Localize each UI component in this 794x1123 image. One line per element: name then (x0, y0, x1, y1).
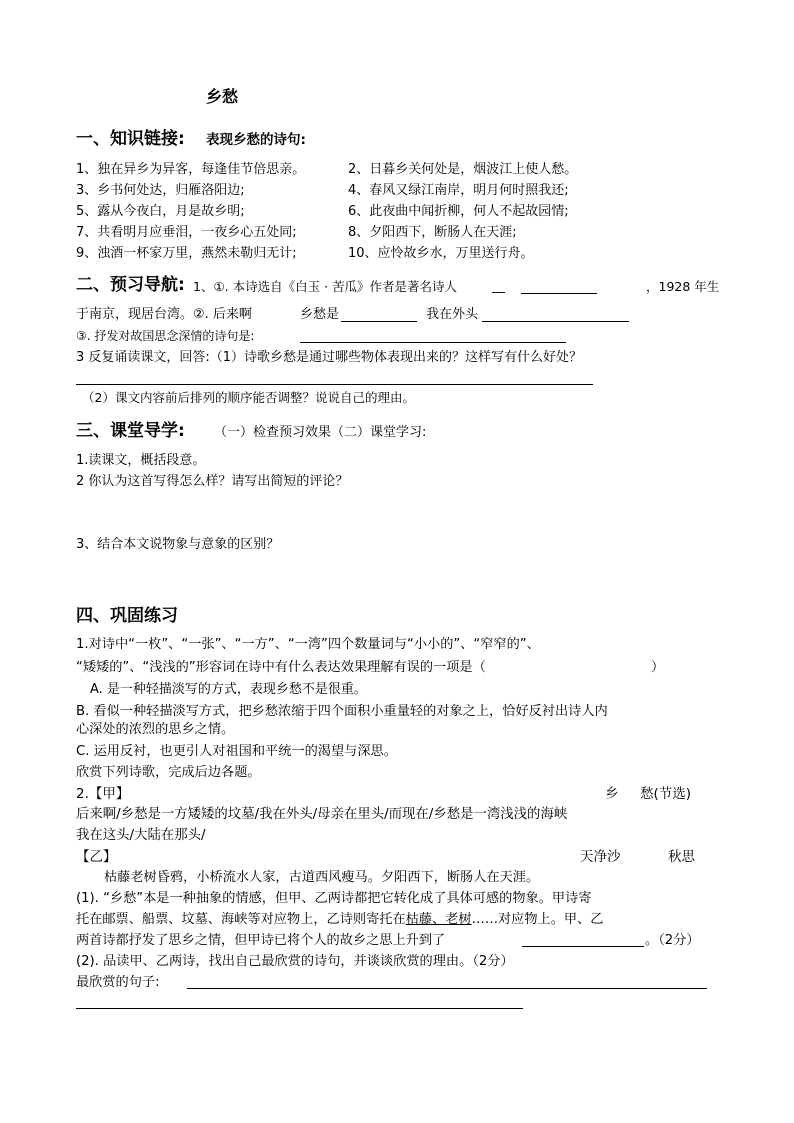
section3-sub: （一）检查预习效果（二）课堂学习: (214, 425, 427, 440)
poem-jia-line1: 后来啊/乡愁是一方矮矮的坟墓/我在外头/母亲在里头/而现在/乡愁是一湾浅浅的海峡 (76, 807, 568, 822)
poem-line: 1、独在异乡为异客，每逢佳节倍思亲。 (76, 162, 306, 177)
poem-line: 8、夕阳西下，断肠人在天涯; (348, 225, 517, 240)
q1-part2b: 乡愁是 (300, 307, 340, 322)
page-title: 乡愁 (206, 87, 239, 106)
subq1-line1: (1). “乡愁”本是一种抽象的情感，但甲、乙两诗都把它转化成了具体可感的物象。甲诗寄 (76, 891, 592, 906)
q1-part3: ③. 抒发对故国思念深情的诗句是: (76, 329, 255, 343)
subq1-line3b: 。（2分） (645, 933, 700, 948)
poem-line: 9、浊酒一杯家万里，燕然未勒归无计; (76, 246, 297, 261)
exercise1-line2: “矮矮的”、“浅浅的”形容词在诗中有什么表达效果理解有误的一项是（ (76, 660, 486, 675)
option-a: A. 是一种轻描淡写的方式，表现乡愁不是很重。 (90, 682, 367, 697)
section4-heading: 四、巩固练习 (76, 606, 178, 626)
answer-line-1[interactable] (187, 988, 707, 989)
option-b-line2: 心深处的浓烈的思乡之情。 (76, 722, 235, 737)
subq1-line3a: 两首诗都抒发了思乡之情，但甲诗已将个人的故乡之思上升到了 (76, 933, 446, 948)
q1-part2: 于南京，现居台湾。②. 后来啊 (76, 307, 252, 322)
option-b-line1: B. 看似一种轻描淡写方式，把乡愁浓缩于四个面积小重量轻的对象之上，恰好反衬出诗人内 (76, 704, 608, 719)
section2-heading: 二、预习导航: (76, 275, 185, 295)
author-blank[interactable] (521, 293, 597, 294)
classroom-item: 3、结合本文说物象与意象的区别？ (76, 537, 280, 552)
poem-line: 5、露从今夜白，月是故乡明; (76, 204, 245, 219)
poem-line: 4、春风又绿江南岸，明月何时照我还; (348, 183, 569, 198)
answer-line-q3[interactable] (76, 384, 593, 385)
poem-jia-title-b: 愁(节选) (640, 786, 692, 802)
section1-subheading: 表现乡愁的诗句: (206, 132, 306, 148)
poem-yi-label: 【乙】 (76, 849, 117, 865)
classroom-item: 2 你认为这首写得怎么样？请写出简短的评论？ (76, 474, 349, 489)
blank-3[interactable] (300, 342, 566, 343)
poem-yi-title-b: 秋思 (668, 849, 695, 865)
q3-text: 3 反复诵读课文，回答:（1）诗歌乡愁是通过哪些物体表现出来的？这样写有什么好处？ (76, 350, 583, 365)
blank-2[interactable] (482, 321, 629, 322)
poem-jia-line2: 我在这头/大陆在那头/ (76, 828, 206, 843)
q1-year: ，1928 年生 (646, 279, 720, 294)
poem-jia-title-a: 乡 (605, 786, 619, 802)
classroom-item: 1.读课文，概括段意。 (76, 453, 206, 468)
poem-line: 10、应怜故乡水，万里送行舟。 (348, 246, 534, 261)
subq2-answer-label: 最欣赏的句子: (76, 975, 160, 990)
poem-line: 7、共看明月应垂泪，一夜乡心五处同; (76, 225, 297, 240)
blank-1[interactable] (341, 321, 417, 322)
poem-yi-line: 枯藤老树昏鸦，小桥流水人家，古道西风瘦马。夕阳西下，断肠人在天涯。 (104, 870, 540, 885)
q1-part1: 1、①. 本诗选自《白玉 · 苦瓜》作者是著名诗人 (193, 279, 458, 294)
instruction: 欣赏下列诗歌，完成后边各题。 (76, 765, 261, 780)
q1-underscore: __ (492, 279, 505, 294)
blank-4[interactable] (522, 946, 644, 947)
option-c: C. 运用反衬，也更引人对祖国和平统一的渴望与深思。 (76, 744, 397, 759)
subq2-line: (2). 品读甲、乙两诗，找出自己最欣赏的诗句，并谈谈欣赏的理由。（2分） (76, 954, 514, 969)
exercise1-line1: 1.对诗中“一枚”、“一张”、“一方”、“一湾”四个数量词与“小小的”、“窄窄的”、 (76, 637, 540, 652)
q3-2-text: （2）课文内容前后排列的顺序能否调整？说说自己的理由。 (82, 390, 415, 405)
poem-line: 3、乡书何处达，归雁洛阳边; (76, 183, 245, 198)
subq1-line2: 托在邮票、船票、坟墓、海峡等对应物上，乙诗则寄托在枯藤、老树……对应物上。甲、乙 (76, 912, 604, 927)
poem-yi-title-a: 天净沙 (580, 849, 621, 865)
section3-heading: 三、课堂导学: (76, 421, 185, 441)
poem-line: 6、此夜曲中闻折柳，何人不起故园情; (348, 204, 569, 219)
answer-paren-close: ） (651, 660, 665, 675)
q1-part2c: 我在外头 (426, 307, 479, 322)
poem-jia-label: 2.【甲】 (76, 786, 130, 802)
answer-line-2[interactable] (76, 1008, 523, 1009)
poem-line: 2、日暮乡关何处是，烟波江上使人愁。 (348, 162, 578, 177)
section1-heading: 一、知识链接: (76, 129, 185, 149)
